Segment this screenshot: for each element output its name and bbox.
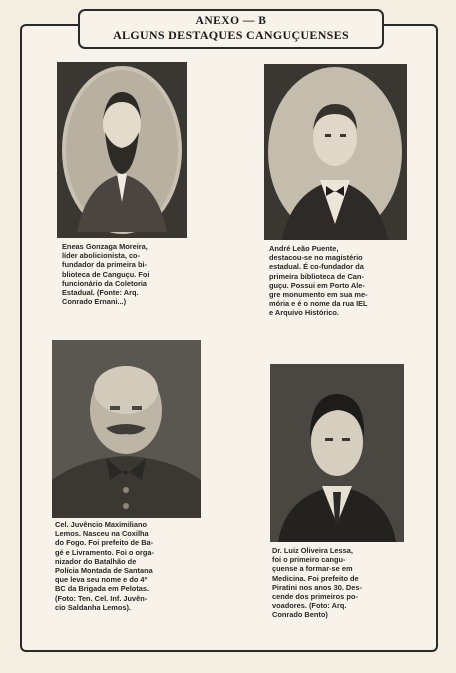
title-line-subtitle: ALGUNS DESTAQUES CANGUÇUENSES — [113, 28, 349, 42]
portrait-luiz-oliveira-lessa — [270, 364, 404, 542]
caption-eneas-gonzaga-moreira: Eneas Gonzaga Moreira, líder abolicionista, co- fundador da primeira bi- blioteca de Canguçu. Foi funcionário da Coletoria Estadual. (Fonte: Arq. Conrado Ernani...) — [62, 242, 150, 307]
page-title — [78, 9, 384, 49]
caption-luiz-oliveira-lessa: Dr. Luiz Oliveira Lessa, foi o primeiro cangu- çuense a formar-se em Medicina. Foi prefeito de Piratini nos anos 30. Des- cende dos primeiros po- voadores. (Foto: Arq. Conrado Bento) — [272, 546, 362, 620]
caption-juvencio-maximiliano-lemos: Cel. Juvêncio Maximiliano Lemos. Nasceu na Coxilha do Fogo. Foi prefeito de Ba- gé e Livramento. Foi o orga- nizador do Batalhão de Polícia Montada de Santana que leva seu nome e do 4º BC da Brigada em Pelotas. (Foto: Ten. Cel. Inf. Juvên- cio Saldanha Lemos). — [55, 520, 154, 612]
title-line-annex: ANEXO — B — [195, 15, 267, 27]
portrait-eneas-gonzaga-moreira — [57, 62, 187, 238]
portrait-juvencio-maximiliano-lemos — [52, 340, 201, 518]
caption-andre-leao-puente: André Leão Puente, destacou-se no magistério estadual. É co-fundador da primeira biblioteca de Can- guçu. Possui em Porto Ale- gre monumento em sua me- mória e é o nome da rua IEL e Arquivo Histórico. — [269, 244, 368, 318]
portrait-andre-leao-puente — [264, 64, 407, 240]
